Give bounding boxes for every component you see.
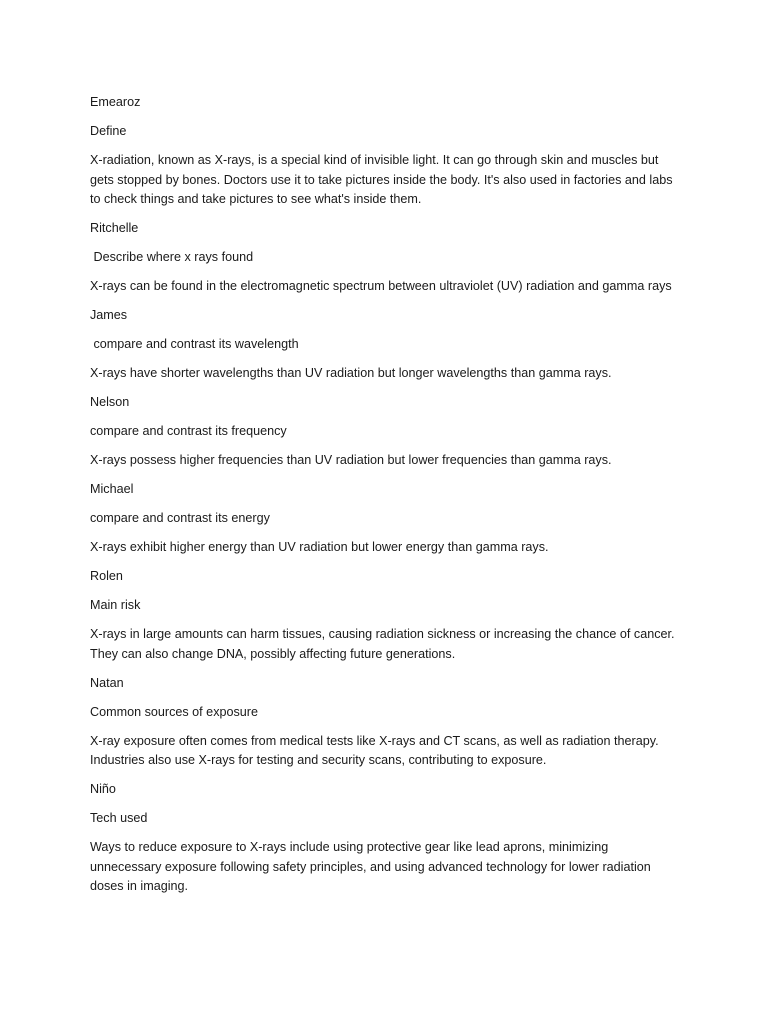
- author-name: Emearoz: [90, 95, 141, 109]
- section-body: X-rays in large amounts can harm tissues, causing radiation sickness or increasing the chance of cancer. They can also change DNA, possibly affecting future generations.: [90, 627, 678, 661]
- section-body: X-rays have shorter wavelengths than UV radiation but longer wavelengths than gamma rays.: [90, 366, 612, 380]
- section-heading: compare and contrast its energy: [90, 511, 270, 525]
- section-body: X-radiation, known as X-rays, is a special kind of invisible light. It can go through skin and muscles but gets stopped by bones. Doctors use it to take pictures inside the body. It's also used in factories and labs to check things and take pictures to see what's inside them.: [90, 153, 677, 206]
- section-heading: compare and contrast its wavelength: [90, 337, 299, 351]
- section-heading: compare and contrast its frequency: [90, 424, 287, 438]
- document-page: [90, 93, 680, 906]
- section-body: X-rays possess higher frequencies than UV radiation but lower frequencies than gamma rays.: [90, 453, 612, 467]
- section-body: X-ray exposure often comes from medical tests like X-rays and CT scans, as well as radiation therapy. Industries also use X-rays for testing and security scans, contributing to exposure.: [90, 733, 663, 767]
- section-heading: Tech used: [90, 811, 148, 825]
- author-name: Rolen: [90, 569, 123, 583]
- section-body: Ways to reduce exposure to X-rays include using protective gear like lead aprons, minimizing unnecessary exposure following safety principles, and using advanced technology for lower radiation doses in imaging.: [90, 840, 655, 893]
- section-body: X-rays can be found in the electromagnetic spectrum between ultraviolet (UV) radiation and gamma rays: [90, 279, 672, 293]
- section-heading: Describe where x rays found: [90, 250, 254, 264]
- author-name: James: [90, 308, 128, 322]
- section-body: X-rays exhibit higher energy than UV radiation but lower energy than gamma rays.: [90, 540, 549, 554]
- author-name: Natan: [90, 675, 124, 690]
- author-name: Michael: [90, 482, 134, 496]
- author-name: Nelson: [90, 395, 130, 409]
- section-heading: Common sources of exposure: [90, 704, 258, 719]
- author-name: Niño: [90, 782, 116, 796]
- author-name: Ritchelle: [90, 221, 139, 235]
- section-heading: Main risk: [90, 598, 141, 612]
- section-heading: Define: [90, 124, 127, 138]
